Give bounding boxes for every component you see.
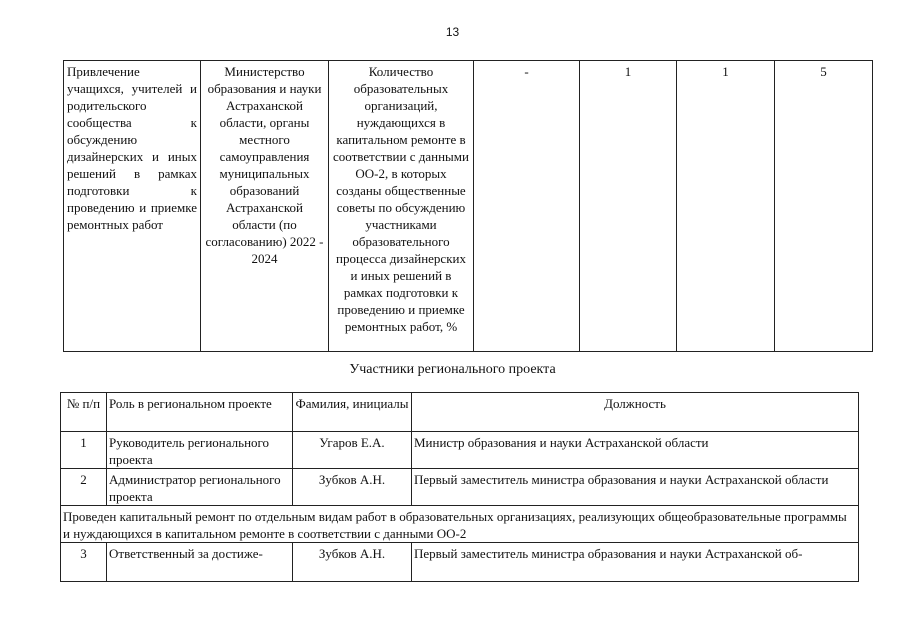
row-position: Министр образования и науки Астраханской области [412, 432, 859, 469]
value-cell: - [474, 61, 580, 352]
indicator-cell: Количество образовательных организаций, нуждающихся в капитальном ремонте в соответствии с данными ОО-2, в которых созданы общественные советы по обсуждению участниками образовательного процесса дизайнерских и иных решений в рамках подготовки к проведению и приемке ремонтных работ, % [329, 61, 474, 352]
row-num: 2 [61, 469, 107, 506]
table-row [61, 432, 859, 469]
row-num: 3 [61, 543, 107, 582]
row-name: Зубков А.Н. [293, 543, 412, 582]
row-name: Зубков А.Н. [293, 469, 412, 506]
header-role: Роль в региональном проекте [107, 393, 293, 432]
participants-table [60, 392, 859, 582]
header-position: Должность [412, 393, 859, 432]
header-name: Фамилия, инициалы [293, 393, 412, 432]
value-cell: 1 [677, 61, 775, 352]
value-cell: 1 [580, 61, 677, 352]
table-row [61, 543, 859, 582]
header-row [61, 393, 859, 432]
row-role: Ответственный за достиже- [107, 543, 293, 582]
row-role: Руководитель регионального проекта [107, 432, 293, 469]
subheading-row [61, 506, 859, 543]
subheading-cell: Проведен капитальный ремонт по отдельным видам работ в образовательных организациях, реализующих общеобразовательные программы и нуждающихся в капитальном ремонте в соответствии с данными ОО-2 [61, 506, 859, 543]
row-role: Администратор регионального проекта [107, 469, 293, 506]
responsible-cell: Министерство образования и науки Астраханской области, органы местного самоуправления муниципальных образований Астраханской области (по согласованию) 2022 - 2024 [201, 61, 329, 352]
section-title: Участники регионального проекта [349, 362, 556, 377]
row-position: Первый заместитель министра образования и науки Астраханской об- [412, 543, 859, 582]
table-row [64, 61, 873, 352]
page-number: 13 [445, 25, 460, 39]
row-num: 1 [61, 432, 107, 469]
header-num: № п/п [61, 393, 107, 432]
value-cell: 5 [775, 61, 873, 352]
table-row [61, 469, 859, 506]
indicator-table [63, 60, 873, 352]
activity-cell: Привлечение учащихся, учителей и родительского сообщества к обсуждению дизайнерских и иных решений в рамках подготовки к проведению и приемке ремонтных работ [64, 61, 201, 352]
row-name: Угаров Е.А. [293, 432, 412, 469]
row-position: Первый заместитель министра образования и науки Астраханской области [412, 469, 859, 506]
